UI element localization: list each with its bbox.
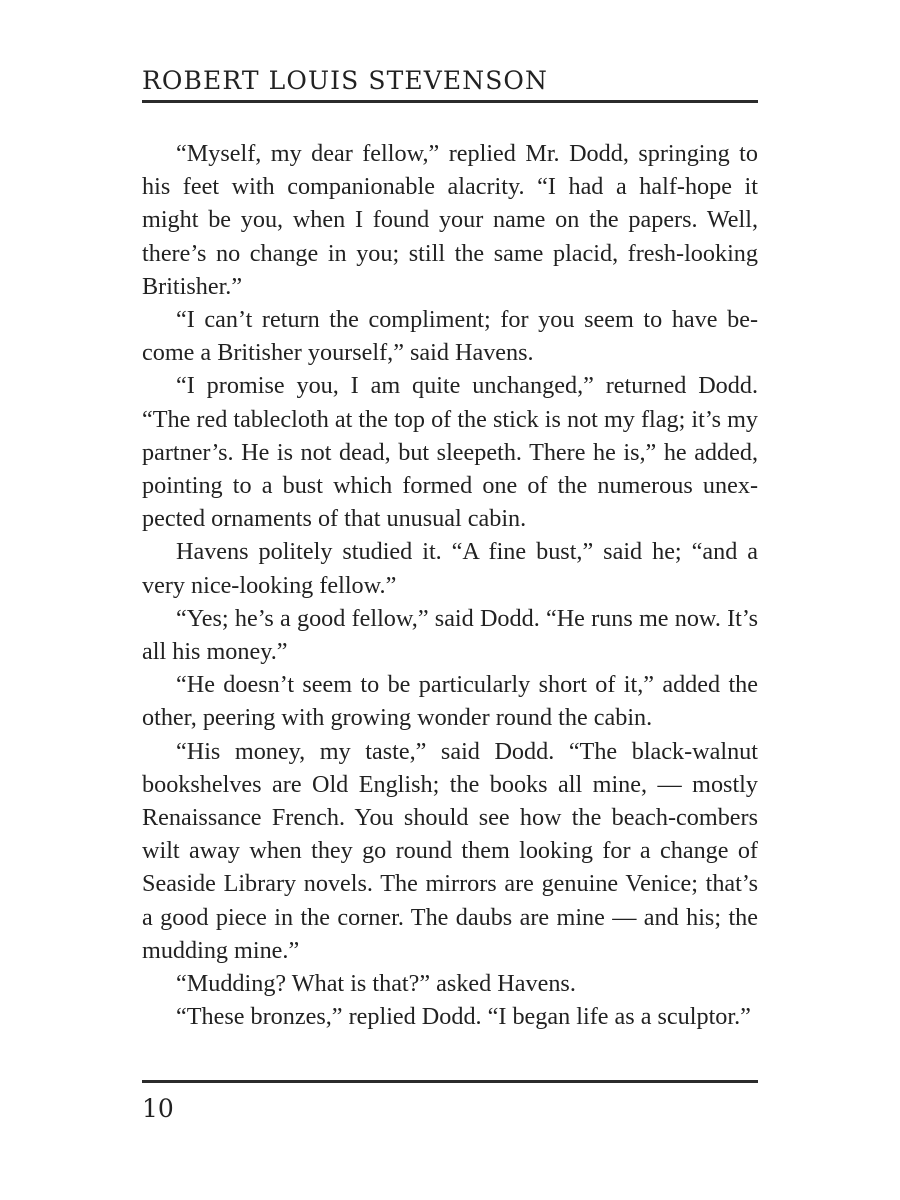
footer-rule [142,1080,758,1083]
paragraph: “Myself, my dear fellow,” replied Mr. Dodd, springing to his feet with companionable alacrity. “I had a half-hope it might be you, when I found your name on the papers. Well, there’s no change in you; still the same placid, fresh-looking Britisher.” [142,140,758,300]
running-head-title: ROBERT LOUIS STEVENSON [142,66,548,95]
paragraph: “I promise you, I am quite unchanged,” returned Dodd. “The red tablecloth at the top of the stick is not my flag; it’s my partner’s. He is not dead, but sleepeth. There he is,” he added, pointing to a bust which formed one of the numerous unexpected ornaments of that unusual cabin. [142,372,758,533]
body-text [142,137,758,1033]
paragraph: “These bronzes,” replied Dodd. “I began life as a sculptor.” [176,1003,751,1031]
page-number: 10 [142,1094,174,1123]
paragraph: Havens politely studied it. “A fine bust,” said he; “and a very nice-looking fellow.” [142,538,758,599]
header-rule [142,100,758,103]
paragraph: “Mudding? What is that?” asked Havens. [176,970,576,998]
paragraph: “I can’t return the compliment; for you seem to have become a Britisher yourself,” said Havens. [142,306,758,367]
paragraph: “His money, my taste,” said Dodd. “The black-walnut bookshelves are Old English; the books all mine, — mostly Renaissance French. You should see how the beach-combers wilt away when they go round them looking for a change of Seaside Library novels. The mirrors are genuine Venice; that’s a good piece in the corner. The daubs are mine — and his; the mudding mine.” [142,737,758,964]
paragraph: “Yes; he’s a good fellow,” said Dodd. “He runs me now. It’s all his money.” [142,604,758,666]
paragraph: “He doesn’t seem to be particularly short of it,” added the other, peering with growing wonder round the cabin. [142,671,758,732]
